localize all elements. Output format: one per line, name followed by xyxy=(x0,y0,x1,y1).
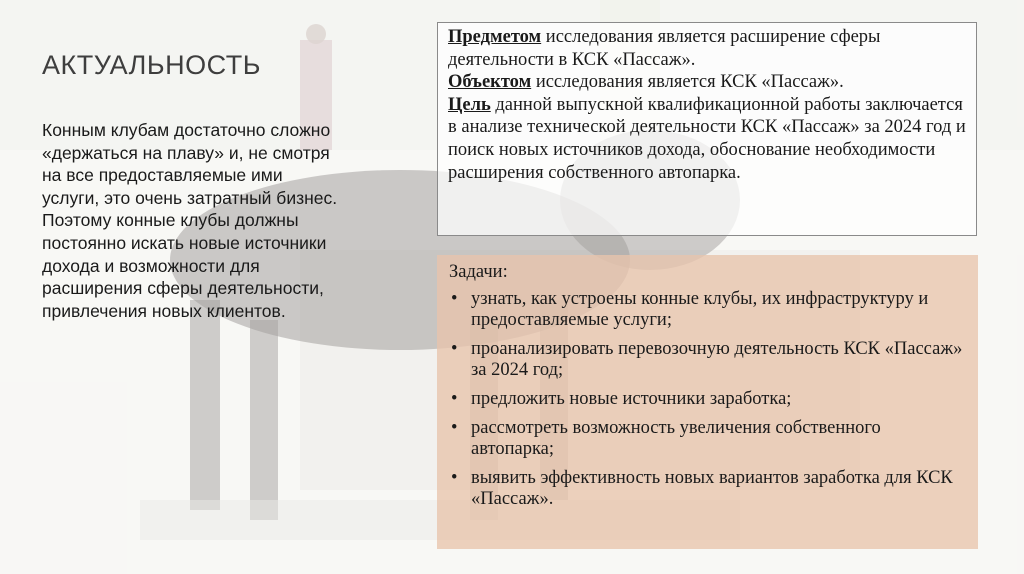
bullet-icon: • xyxy=(451,389,458,409)
subject-label: Предметом xyxy=(448,27,542,47)
goal-statement xyxy=(448,94,966,184)
task-text: узнать, как устроены конные клубы, их инфраструктуру и предоставляемые услуги; xyxy=(471,289,929,330)
list-item xyxy=(449,289,964,331)
task-text: рассмотреть возможность увеличения собственного автопарка; xyxy=(471,418,881,459)
object-text: исследования является КСК «Пассаж». xyxy=(531,72,844,93)
object-statement xyxy=(448,71,966,94)
page-title: АКТУАЛЬНОСТЬ xyxy=(42,50,261,80)
list-item xyxy=(449,339,964,381)
tasks-list xyxy=(449,289,964,510)
list-item xyxy=(449,389,964,410)
bullet-icon: • xyxy=(451,418,458,438)
task-text: проанализировать перевозочную деятельность КСК «Пассаж» за 2024 год; xyxy=(471,339,963,380)
tasks-box xyxy=(437,255,978,549)
object-label: Объектом xyxy=(448,72,532,93)
intro-paragraph: Конным клубам достаточно сложно «держаться на плаву» и, не смотря на все предоставляемые ими услуги, это очень затратный бизнес. Поэтому конные клубы должны постоянно искать новые источники дохода и возможности для расширения сферы деятельности, привлечения новых клиентов. xyxy=(42,120,338,321)
bullet-icon: • xyxy=(451,468,458,488)
goal-label: Цель xyxy=(448,94,491,115)
tasks-heading: Задачи: xyxy=(449,262,508,282)
bullet-icon: • xyxy=(451,289,458,309)
task-text: предложить новые источники заработка; xyxy=(471,389,792,409)
goal-text: данной выпускной квалификационной работы заключается в анализе технической деятельности КСК «Пассаж» за 2024 год и поиск новых источников дохода, обоснование необходимости расширения собственного автопарка. xyxy=(448,94,966,183)
bullet-icon: • xyxy=(451,339,458,359)
list-item xyxy=(449,418,964,460)
task-text: выявить эффективность новых вариантов заработка для КСК «Пассаж». xyxy=(471,468,953,509)
subject-statement xyxy=(448,26,966,71)
research-info-box xyxy=(437,22,977,236)
list-item xyxy=(449,468,964,510)
subject-text: исследования является расширение сферы деятельности в КСК «Пассаж». xyxy=(448,27,881,70)
